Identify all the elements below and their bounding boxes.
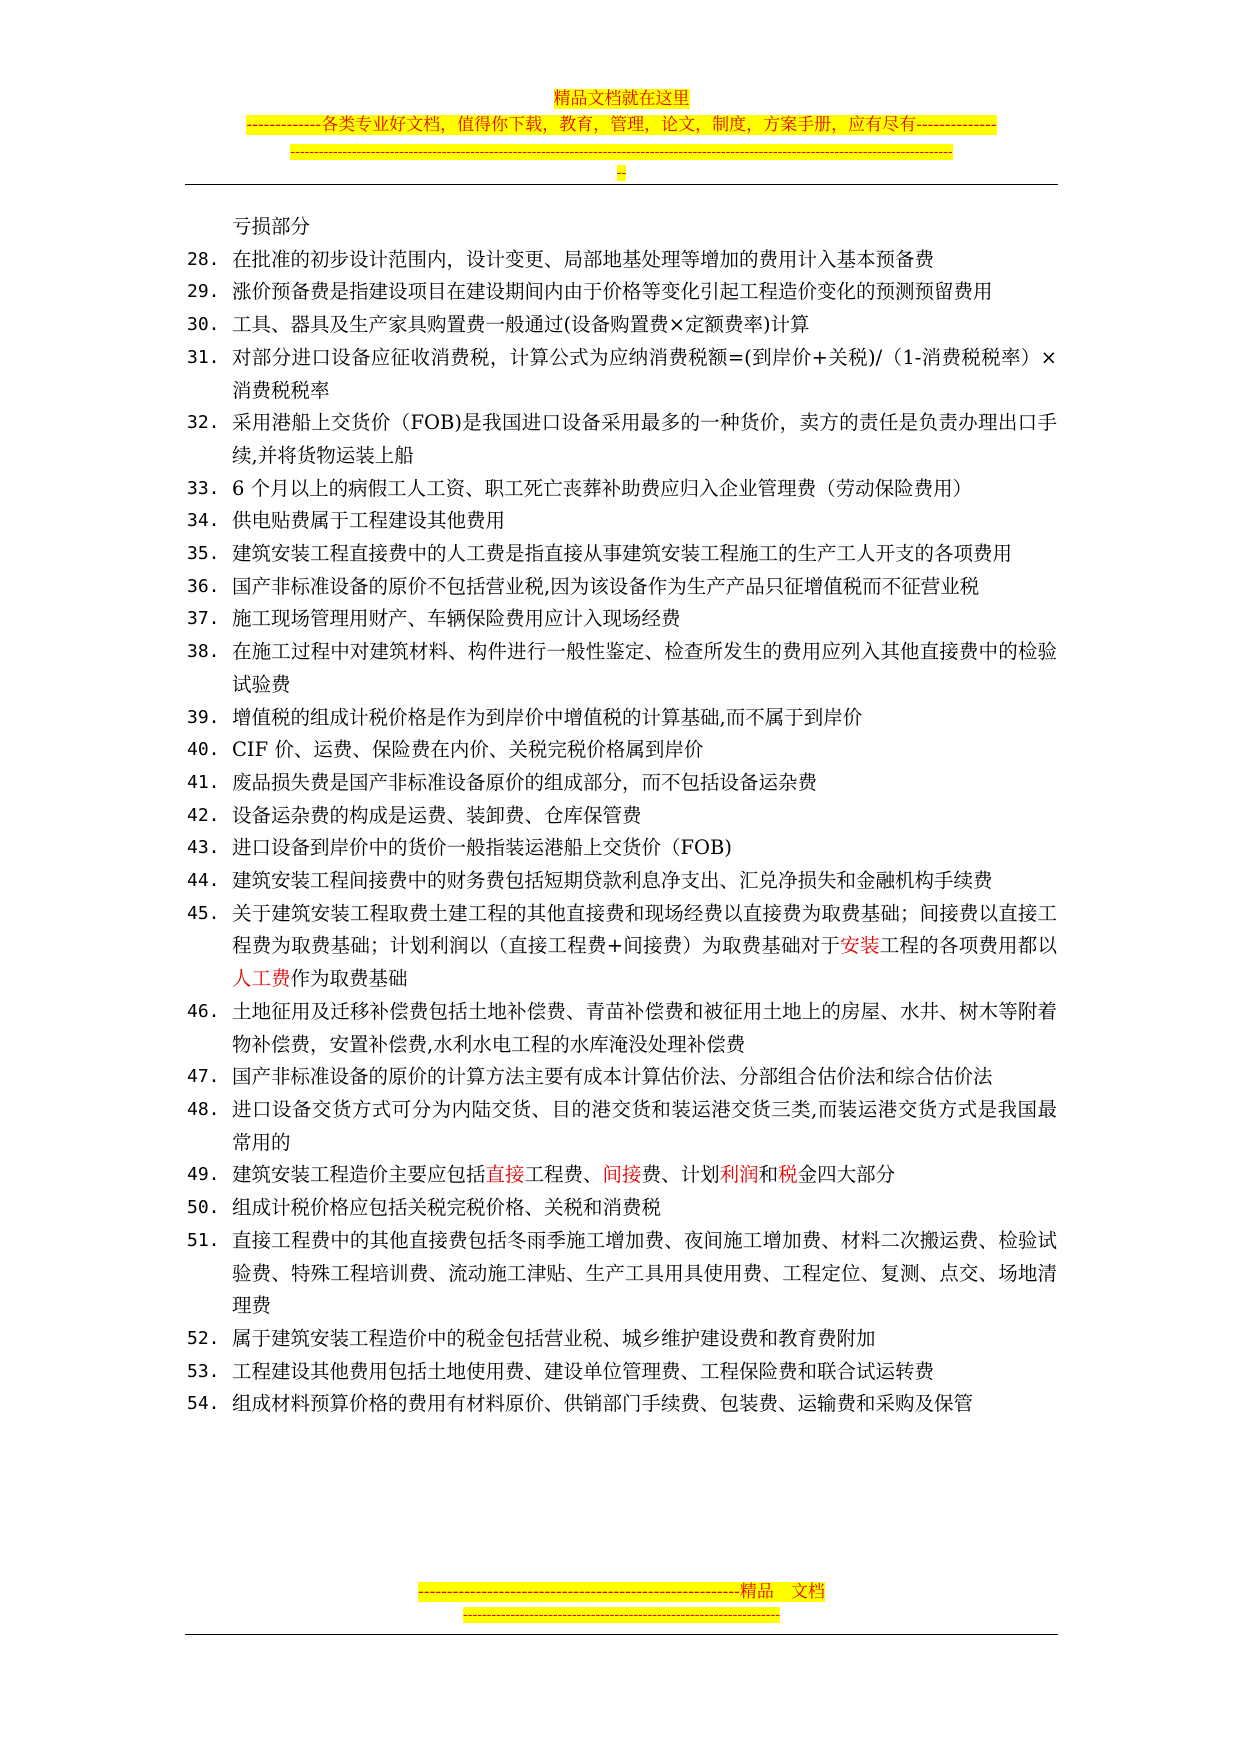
- header-dash-line: --------------------------------------------------------------------------------------------------------------------------------------------: [290, 144, 953, 160]
- footer-line-1: --------------------------------------------------------精品 文档: [418, 1582, 825, 1602]
- list-item: [187, 571, 1057, 604]
- text-segment: 增值税的组成计税价格是作为到岸价中增值税的计算基础,而不属于到岸价: [232, 705, 863, 729]
- item-number: 34.: [187, 510, 220, 532]
- item-number: 49.: [187, 1164, 220, 1186]
- item-number: 42.: [187, 804, 220, 826]
- text-segment: 进口设备交货方式可分为内陆交货、目的港交货和装运港交货三类,而装运港交货方式是我国最常用的: [232, 1097, 1057, 1154]
- list-item: [187, 800, 1057, 833]
- list-item: [187, 898, 1057, 996]
- item-text: [232, 996, 1057, 1061]
- item-number: 28.: [187, 248, 220, 270]
- item-number: 54.: [187, 1393, 220, 1415]
- header-title: 精品文档就在这里: [553, 89, 690, 109]
- item-text: [232, 603, 1057, 636]
- item-number: 37.: [187, 608, 220, 630]
- text-segment: 国产非标准设备的原价不包括营业税,因为该设备作为生产产品只征增值税而不征营业税: [232, 574, 980, 598]
- text-segment: 关于建筑安装工程取费土建工程的其他直接费和现场经费以直接费为取费基础；间接费以直接工程费为取费基础；计划利润以（直接工程费+间接费）为取费基础对于: [232, 901, 1057, 958]
- item-text: [232, 832, 1057, 865]
- item-text: [232, 407, 1057, 472]
- item-text: [232, 342, 1057, 407]
- item-text: [232, 1061, 1057, 1094]
- text-segment: 进口设备到岸价中的货价一般指装运港船上交货价（FOB): [232, 836, 732, 860]
- item-text: [232, 1323, 1057, 1356]
- text-segment: 作为取费基础: [290, 967, 408, 991]
- item-text: [232, 898, 1057, 996]
- item-text: [232, 1094, 1057, 1159]
- item-number: 32.: [187, 412, 220, 434]
- highlighted-text: 人工费: [232, 967, 291, 991]
- item-text: [232, 734, 1057, 767]
- list-item: [187, 505, 1057, 538]
- item-text: [232, 276, 1057, 309]
- item-number: 33.: [187, 477, 220, 499]
- list-item: [187, 734, 1057, 767]
- highlighted-text: 安装: [840, 934, 880, 958]
- text-segment: 金四大部分: [797, 1163, 896, 1187]
- text-segment: 供电贴费属于工程建设其他费用: [232, 509, 506, 533]
- item-text: [232, 1192, 1057, 1225]
- item-number: 52.: [187, 1327, 220, 1349]
- item-number: 46.: [187, 1000, 220, 1022]
- item-number: 35.: [187, 543, 220, 565]
- item-text: [232, 636, 1057, 701]
- highlighted-text: 间接: [602, 1163, 642, 1187]
- text-segment: 组成计税价格应包括关税完税价格、关税和消费税: [232, 1196, 662, 1220]
- list-item: [187, 767, 1057, 800]
- text-segment: 直接工程费中的其他直接费包括冬雨季施工增加费、夜间施工增加费、材料二次搬运费、检验试验费、特殊工程培训费、流动施工津贴、生产工具用具使用费、工程定位、复测、点交、场地清理费: [232, 1228, 1057, 1318]
- item-number: 47.: [187, 1066, 220, 1088]
- text-segment: 涨价预备费是指建设项目在建设期间内由于价格等变化引起工程造价变化的预测预留费用: [232, 280, 993, 304]
- item-number: 40.: [187, 739, 220, 761]
- list-item: [187, 211, 1057, 244]
- item-text: [232, 800, 1057, 833]
- item-text: [232, 505, 1057, 538]
- item-text: [232, 1356, 1057, 1389]
- item-text: [232, 1159, 1057, 1192]
- item-number: 29.: [187, 281, 220, 303]
- text-segment: CIF 价、运费、保险费在内价、关税完税价格属到岸价: [232, 738, 704, 762]
- text-segment: 废品损失费是国产非标准设备原价的组成部分，而不包括设备运杂费: [232, 770, 818, 794]
- item-text: [232, 244, 1057, 277]
- list-item: [187, 636, 1057, 701]
- list-item: [187, 1323, 1057, 1356]
- footer-rule: [185, 1634, 1058, 1635]
- text-segment: 工程的各项费用都以: [879, 934, 1057, 958]
- text-segment: 设备运杂费的构成是运费、装卸费、仓库保管费: [232, 803, 642, 827]
- list-item: [187, 1094, 1057, 1159]
- item-number: 31.: [187, 346, 220, 368]
- item-number: 30.: [187, 314, 220, 336]
- list-item: [187, 276, 1057, 309]
- item-number: 51.: [187, 1229, 220, 1251]
- header-dash-tail: --: [616, 165, 627, 181]
- item-number: 41.: [187, 771, 220, 793]
- list-item: [187, 865, 1057, 898]
- text-segment: 建筑安装工程造价主要应包括: [232, 1163, 486, 1187]
- text-segment: 对部分进口设备应征收消费税，计算公式为应纳消费税额=(到岸价+关税)/（1-消费税税率）×消费税税率: [232, 345, 1057, 402]
- header-subtitle: -------------各类专业好文档，值得你下载，教育，管理，论文，制度，方案手册，应有尽有--------------: [246, 115, 997, 135]
- item-text: [232, 767, 1057, 800]
- item-text: [232, 538, 1057, 571]
- item-text: [232, 1388, 1057, 1421]
- highlighted-text: 税: [778, 1163, 798, 1187]
- item-number: 53.: [187, 1360, 220, 1382]
- item-text: [232, 1225, 1057, 1323]
- list-item: [187, 473, 1057, 506]
- list-item: [187, 603, 1057, 636]
- text-segment: 6 个月以上的病假工人工资、职工死亡丧葬补助费应归入企业管理费（劳动保险费用）: [232, 476, 973, 500]
- text-segment: 费、计划: [641, 1163, 720, 1187]
- list-item: [187, 1061, 1057, 1094]
- text-segment: 属于建筑安装工程造价中的税金包括营业税、城乡维护建设费和教育费附加: [232, 1326, 876, 1350]
- text-segment: 和: [758, 1163, 779, 1187]
- text-segment: 土地征用及迁移补偿费包括土地补偿费、青苗补偿费和被征用土地上的房屋、水井、树木等附着物补偿费，安置补偿费,水利水电工程的水库淹没处理补偿费: [232, 999, 1057, 1056]
- header-rule: [185, 184, 1058, 185]
- highlighted-text: 直接: [485, 1163, 525, 1187]
- item-number: 38.: [187, 641, 220, 663]
- list-item: [187, 832, 1057, 865]
- item-number: 48.: [187, 1098, 220, 1120]
- item-text: [232, 865, 1057, 898]
- item-text: [232, 309, 1057, 342]
- item-text: [232, 702, 1057, 735]
- text-segment: 亏损部分: [232, 215, 311, 238]
- text-segment: 在施工过程中对建筑材料、构件进行一般性鉴定、检查所发生的费用应列入其他直接费中的检验试验费: [232, 640, 1057, 696]
- footer-line-2: -------------------------------------------------------------------: [463, 1607, 780, 1623]
- list-item: [187, 1388, 1057, 1421]
- list-item: [187, 1225, 1057, 1323]
- list-item: [187, 244, 1057, 277]
- text-segment: 工程费、: [524, 1163, 603, 1187]
- text-segment: 组成材料预算价格的费用有材料原价、供销部门手续费、包装费、运输费和采购及保管: [232, 1392, 974, 1416]
- list-item: [187, 1356, 1057, 1389]
- item-number: 50.: [187, 1197, 220, 1219]
- document-body: [187, 211, 1057, 1421]
- item-number: 39.: [187, 706, 220, 728]
- item-number: 36.: [187, 575, 220, 597]
- item-number: 44.: [187, 870, 220, 892]
- text-segment: 工具、器具及生产家具购置费一般通过(设备购置费×定额费率)计算: [232, 313, 810, 337]
- text-segment: 采用港船上交货价（FOB)是我国进口设备采用最多的一种货价，卖方的责任是负责办理出口手续,并将货物运装上船: [232, 411, 1057, 467]
- list-item: [187, 1192, 1057, 1225]
- list-item: [187, 996, 1057, 1061]
- item-number: 45.: [187, 902, 220, 924]
- text-segment: 施工现场管理用财产、车辆保险费用应计入现场经费: [232, 607, 681, 631]
- list-item: [187, 1159, 1057, 1192]
- item-text: [232, 473, 1057, 506]
- list-item: [187, 702, 1057, 735]
- highlighted-text: 利润: [719, 1163, 759, 1187]
- list-item: [187, 342, 1057, 407]
- text-segment: 工程建设其他费用包括土地使用费、建设单位管理费、工程保险费和联合试运转费: [232, 1359, 935, 1383]
- text-segment: 建筑安装工程间接费中的财务费包括短期贷款利息净支出、汇兑净损失和金融机构手续费: [232, 869, 993, 893]
- list-item: [187, 309, 1057, 342]
- item-text: [232, 211, 1057, 244]
- text-segment: 建筑安装工程直接费中的人工费是指直接从事建筑安装工程施工的生产工人开支的各项费用: [232, 542, 1013, 566]
- item-text: [232, 571, 1057, 604]
- text-segment: 在批准的初步设计范围内，设计变更、局部地基处理等增加的费用计入基本预备费: [232, 247, 935, 271]
- item-number: 43.: [187, 837, 220, 859]
- text-segment: 国产非标准设备的原价的计算方法主要有成本计算估价法、分部组合估价法和综合估价法: [232, 1065, 993, 1089]
- list-item: [187, 538, 1057, 571]
- list-item: [187, 407, 1057, 472]
